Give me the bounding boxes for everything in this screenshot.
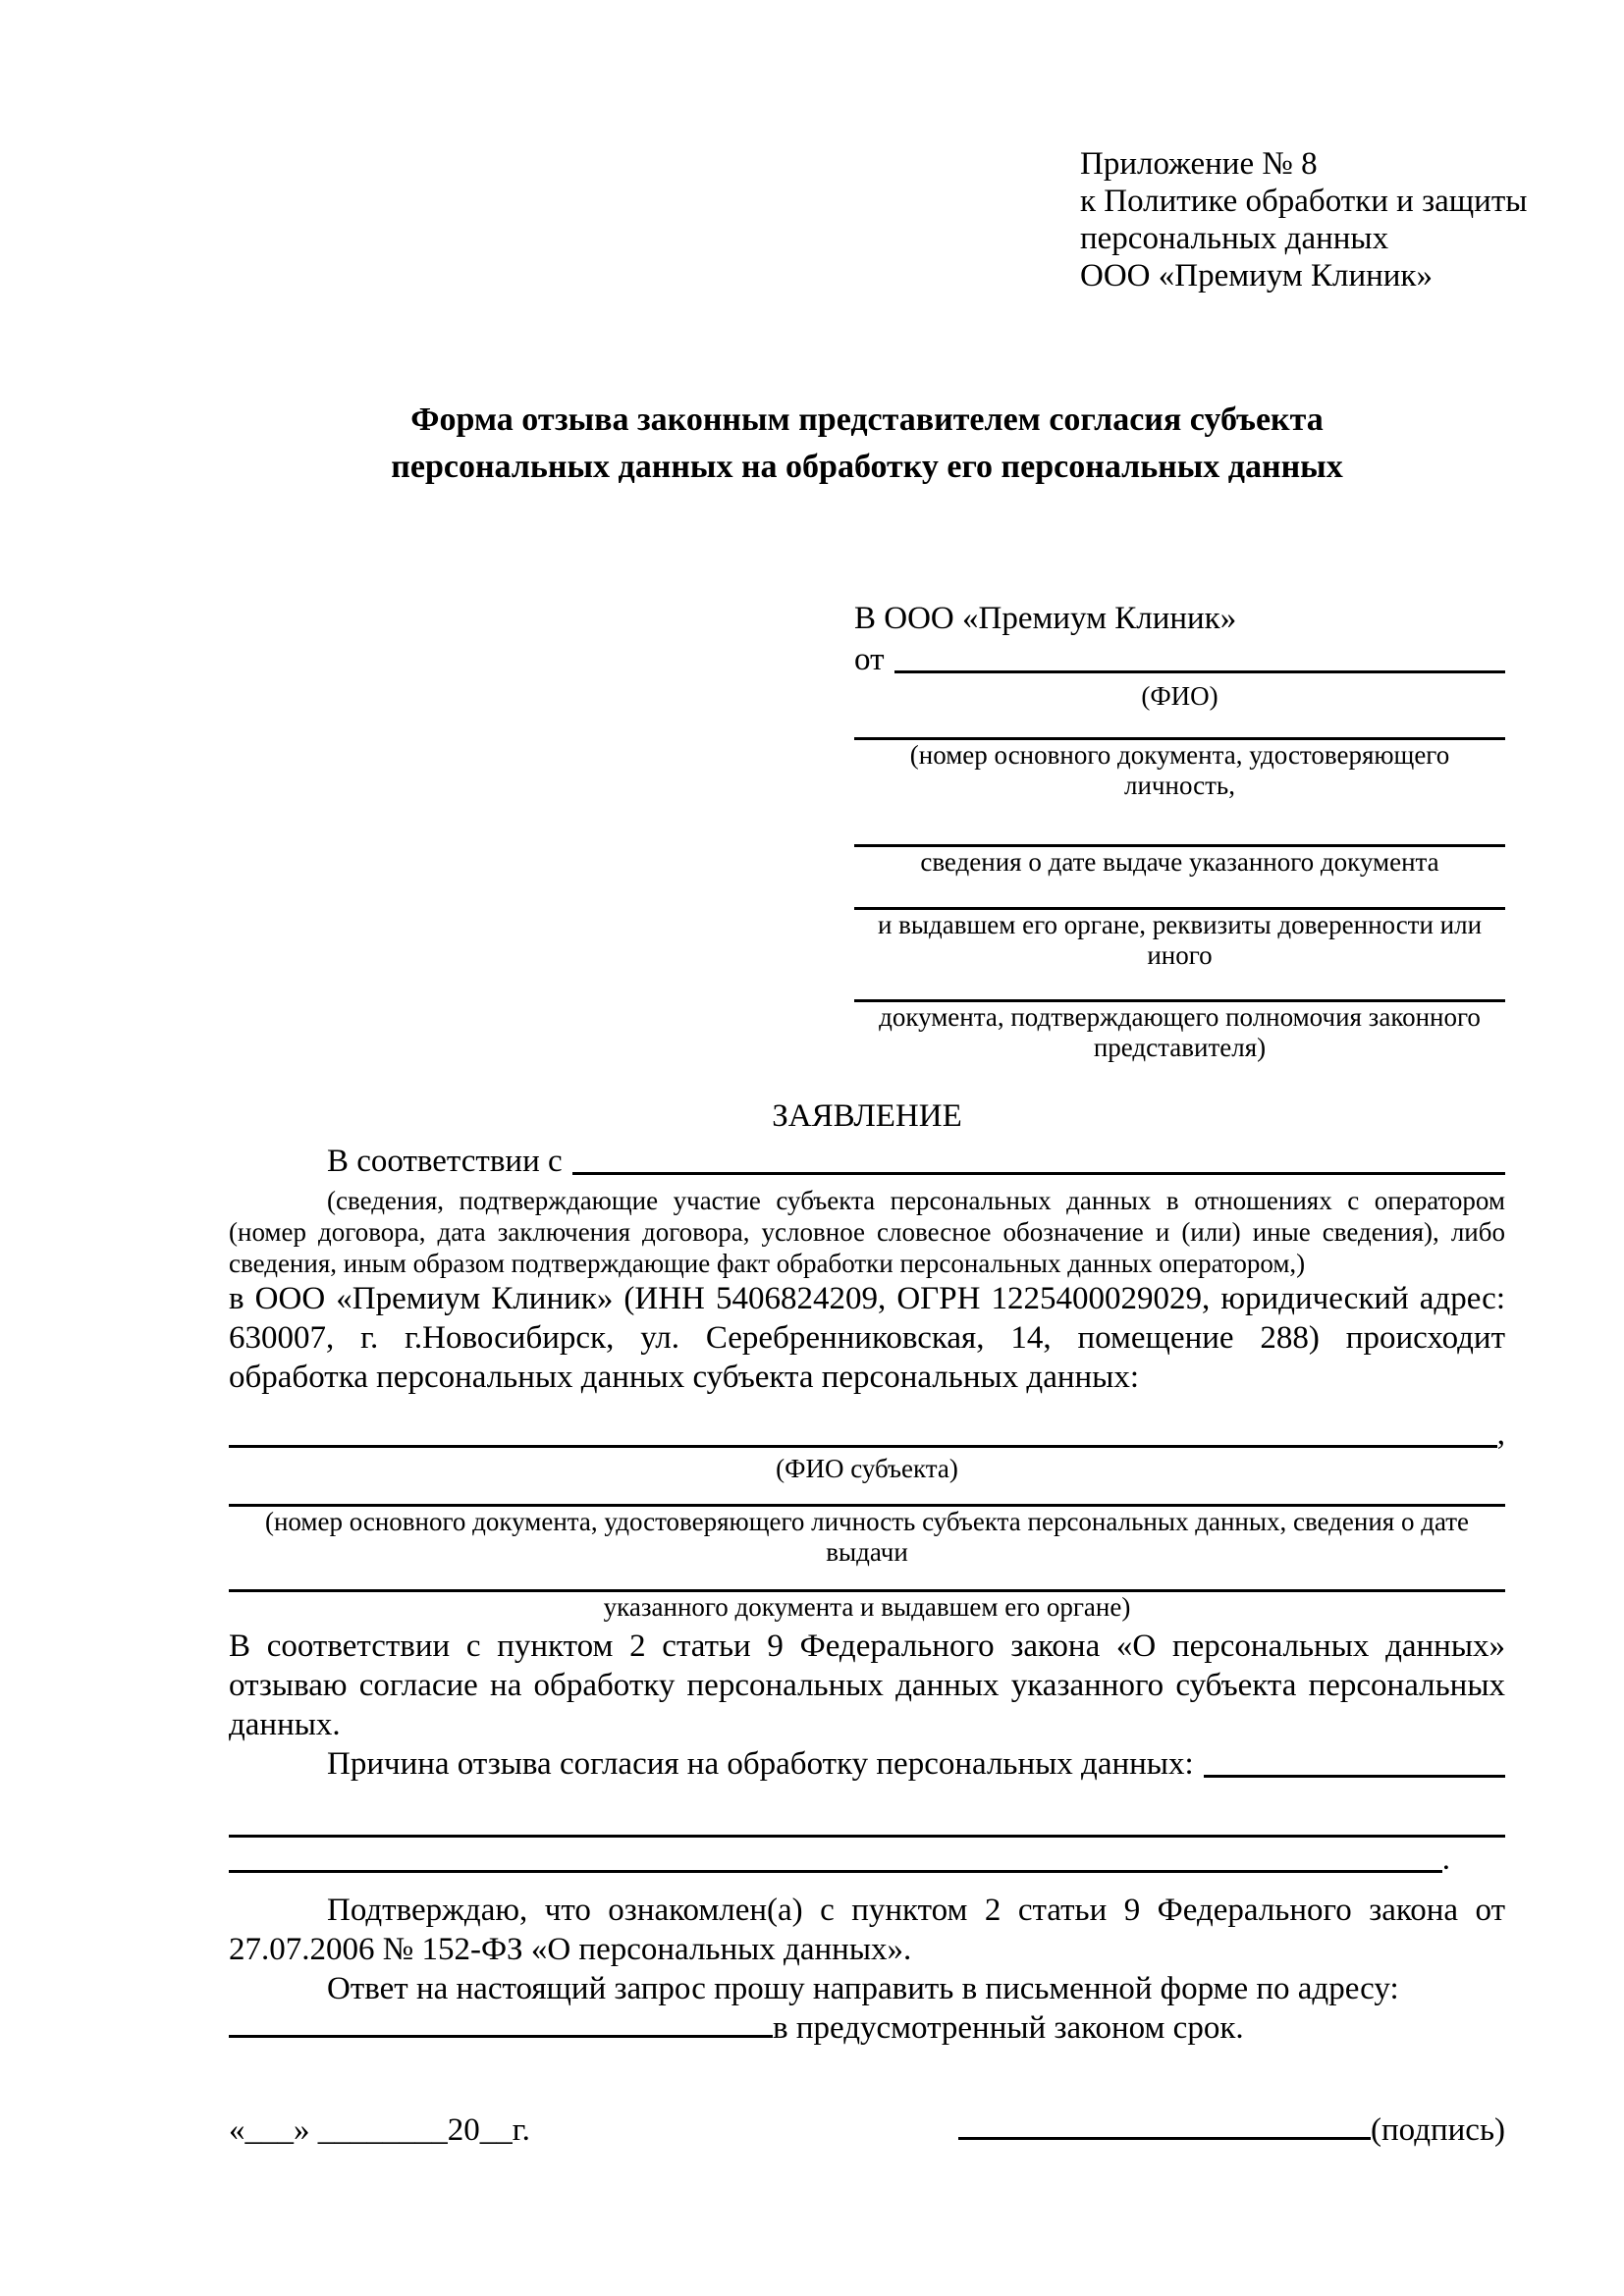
date-signature-row	[229, 2110, 1505, 2150]
reply-request-paragraph: Ответ на настоящий запрос прошу направить в письменной форме по адресу:	[327, 1971, 1399, 2006]
statement-intro-caption: (сведения, подтверждающие участие субъекта персональных данных в отношениях с оператором (номер договора, дата заключения договора, условное словесное обозначение и (или) иные сведения), либо сведения, иным образом подтверждающие факт обработки персональных данных оператором,)	[229, 1186, 1505, 1278]
statement-heading: ЗАЯВЛЕНИЕ	[772, 1098, 962, 1134]
statement-intro-blank-line	[572, 1172, 1505, 1175]
withdrawal-paragraph: В соответствии с пунктом 2 статьи 9 Федерального закона «О персональных данных» отзываю согласие на обработку персональных данных указанного субъекта персональных данных.	[229, 1629, 1505, 1742]
fio-caption: (ФИО)	[1141, 681, 1218, 711]
subject-fio-row	[229, 1415, 1505, 1454]
addressee-organization: В ООО «Премиум Клиник»	[854, 601, 1237, 636]
subject-fio-caption: (ФИО субъекта)	[776, 1454, 958, 1483]
addressee-block	[854, 599, 1505, 1063]
statement-intro-label: В соответствии с	[327, 1144, 563, 1179]
reason-trailing-period: .	[1441, 1842, 1450, 1877]
date-line: «___» ________20__г.	[229, 2112, 530, 2148]
representative-doc-caption-1: (номер основного документа, удостоверяющего личность,	[909, 740, 1450, 800]
appendix-header-line-2: к Политике обработки и защиты	[1080, 184, 1528, 219]
reason-row	[229, 1744, 1505, 1784]
operator-paragraph: в ООО «Премиум Клиник» (ИНН 5406824209, ОГРН 1225400029029, юридический адрес: 630007, г. г.Новосибирск, ул. Серебренниковская, 14, помещение 288) происходит обработка персональных данных субъекта персональных данных:	[229, 1281, 1505, 1395]
reply-suffix: в предусмотренный законом срок.	[773, 2010, 1244, 2046]
from-row	[854, 640, 1505, 679]
signature-caption: (подпись)	[1371, 2112, 1505, 2148]
reply-address-blank-line	[229, 2035, 773, 2038]
from-blank-line	[894, 670, 1506, 673]
statement-intro-row	[229, 1142, 1505, 1181]
representative-doc-caption-4: документа, подтверждающего полномочия законного представителя)	[879, 1002, 1481, 1062]
appendix-header-line-3: персональных данных	[1080, 221, 1389, 256]
subject-doc-caption-2: указанного документа и выдавшем его органе)	[603, 1592, 1131, 1622]
appendix-header	[1080, 0, 1528, 294]
representative-doc-caption-2: сведения о дате выдаче указанного документа	[920, 847, 1439, 877]
reason-label: Причина отзыва согласия на обработку персональных данных:	[327, 1746, 1194, 1782]
reason-blank-line-3	[229, 1870, 1442, 1873]
form-title-line-1: Форма отзыва законным представителем согласия субъекта	[410, 401, 1324, 438]
subject-doc-caption-1: (номер основного документа, удостоверяющего личность субъекта персональных данных, сведения о дате выдачи	[264, 1507, 1470, 1567]
subject-fio-trailing-comma: ,	[1496, 1416, 1505, 1452]
appendix-header-line-4: ООО «Премиум Клиник»	[1080, 258, 1433, 294]
reason-blank-line-2	[229, 1835, 1505, 1838]
from-label: от	[854, 642, 885, 677]
reply-address-row	[229, 2008, 1505, 2048]
form-title	[229, 397, 1505, 491]
representative-doc-caption-3: и выдавшем его органе, реквизиты доверенности или иного	[877, 910, 1483, 970]
signature-group	[958, 2110, 1505, 2150]
reason-blank-row-3	[229, 1840, 1505, 1879]
reason-blank-line	[1204, 1775, 1505, 1778]
appendix-header-line-1: Приложение № 8	[1080, 146, 1318, 182]
subject-fio-blank-line	[229, 1445, 1497, 1448]
signature-blank-line	[958, 2137, 1371, 2140]
form-title-line-2: персональных данных на обработку его персональных данных	[391, 449, 1343, 485]
acknowledgement-paragraph: Подтверждаю, что ознакомлен(а) с пунктом 2 статьи 9 Федерального закона от 27.07.2006 № 152-ФЗ «О персональных данных».	[229, 1893, 1505, 1967]
